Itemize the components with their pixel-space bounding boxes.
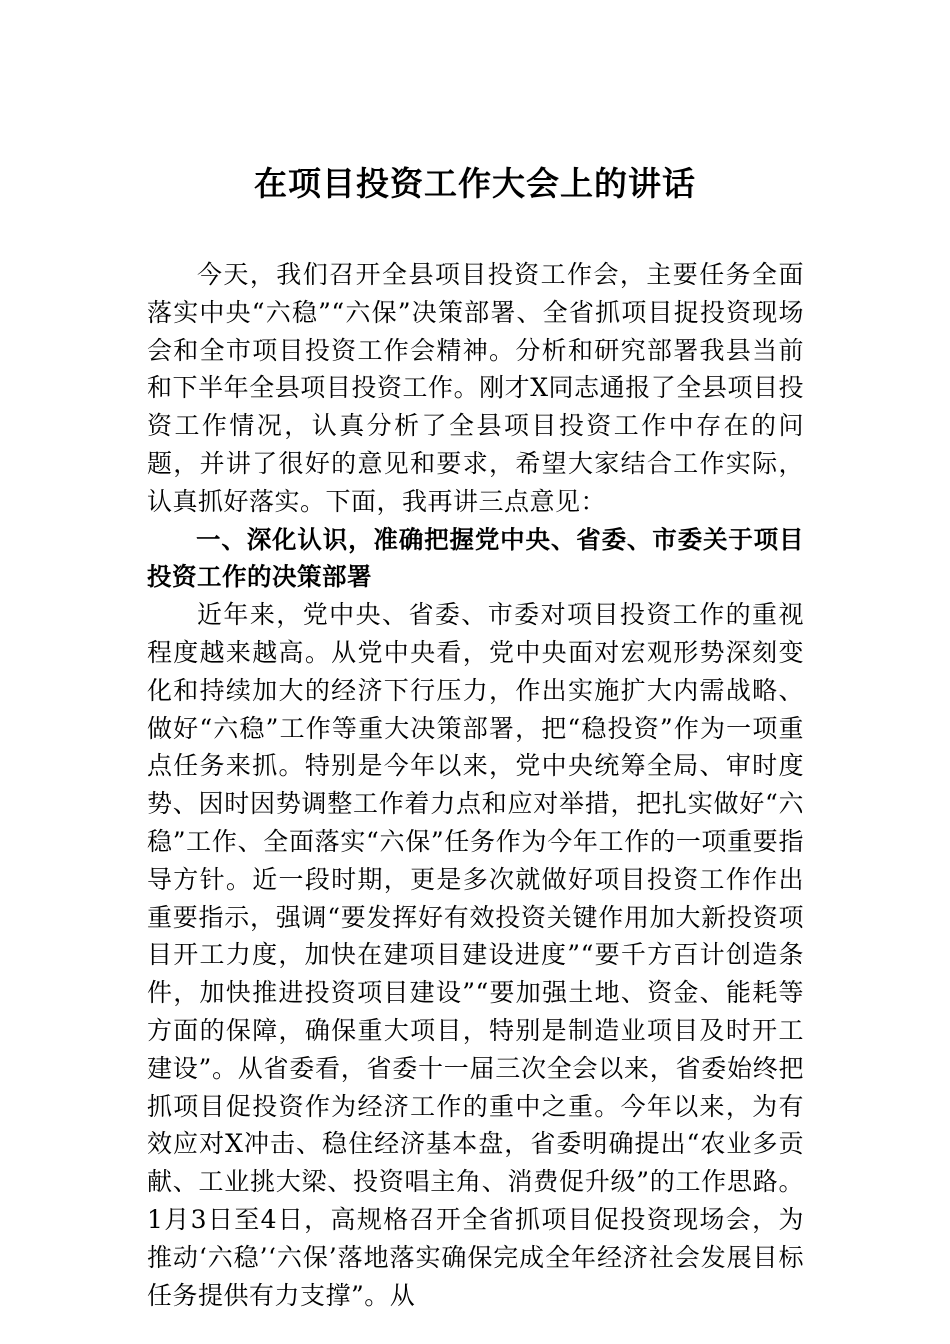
paragraph-section-1: 近年来，党中央、省委、市委对项目投资工作的重视程度越来越高。从党中央看，党中央面对宏观形势深刻变化和持续加大的经济下行压力，作出实施扩大内需战略、做好“六稳”工作等重大决策部署，把“稳投资”作为一项重点任务来抓。特别是今年以来，党中央统筹全局、审时度势、因时因势调整工作着力点和应对举措，把扎实做好“六稳”工作、全面落实“六保”任务作为今年工作的一项重要指导方针。近一段时期，更是多次就做好项目投资工作作出重要指示，强调“要发挥好有效投资关键作用加大新投资项目开工力度，加快在建项目建设进度”“要千方百计创造条件，加快推进投资项目建设”“要加强土地、资金、能耗等方面的保障，确保重大项目，特别是制造业项目及时开工建设”。从省委看，省委十一届三次全会以来，省委始终把抓项目促投资作为经济工作的重中之重。今年以来，为有效应对X冲击、稳住经济基本盘，省委明确提出“农业多贡献、工业挑大梁、投资唱主角、消费促升级”的工作思路。1月3日至4日，高规格召开全省抓项目促投资现场会，为推动‘六稳’‘六保’落地落实确保完成全年经济社会发展目标任务提供有力支撑”。从	[147, 600, 804, 1310]
document-title: 在项目投资工作大会上的讲话	[254, 164, 696, 203]
section-heading-1: 一、深化认识，准确把握党中央、省委、市委关于项目投资工作的决策部署	[147, 524, 804, 592]
document-body	[147, 256, 804, 1314]
paragraph-intro: 今天，我们召开全县项目投资工作会，主要任务全面落实中央“六稳”“六保”决策部署、全省抓项目捉投资现场会和全市项目投资工作会精神。分析和研究部署我县当前和下半年全县项目投资工作。刚才X同志通报了全县项目投资工作情况，认真分析了全县项目投资工作中存在的问题，并讲了很好的意见和要求，希望大家结合工作实际，认真抓好落实。下面，我再讲三点意见：	[147, 260, 804, 516]
